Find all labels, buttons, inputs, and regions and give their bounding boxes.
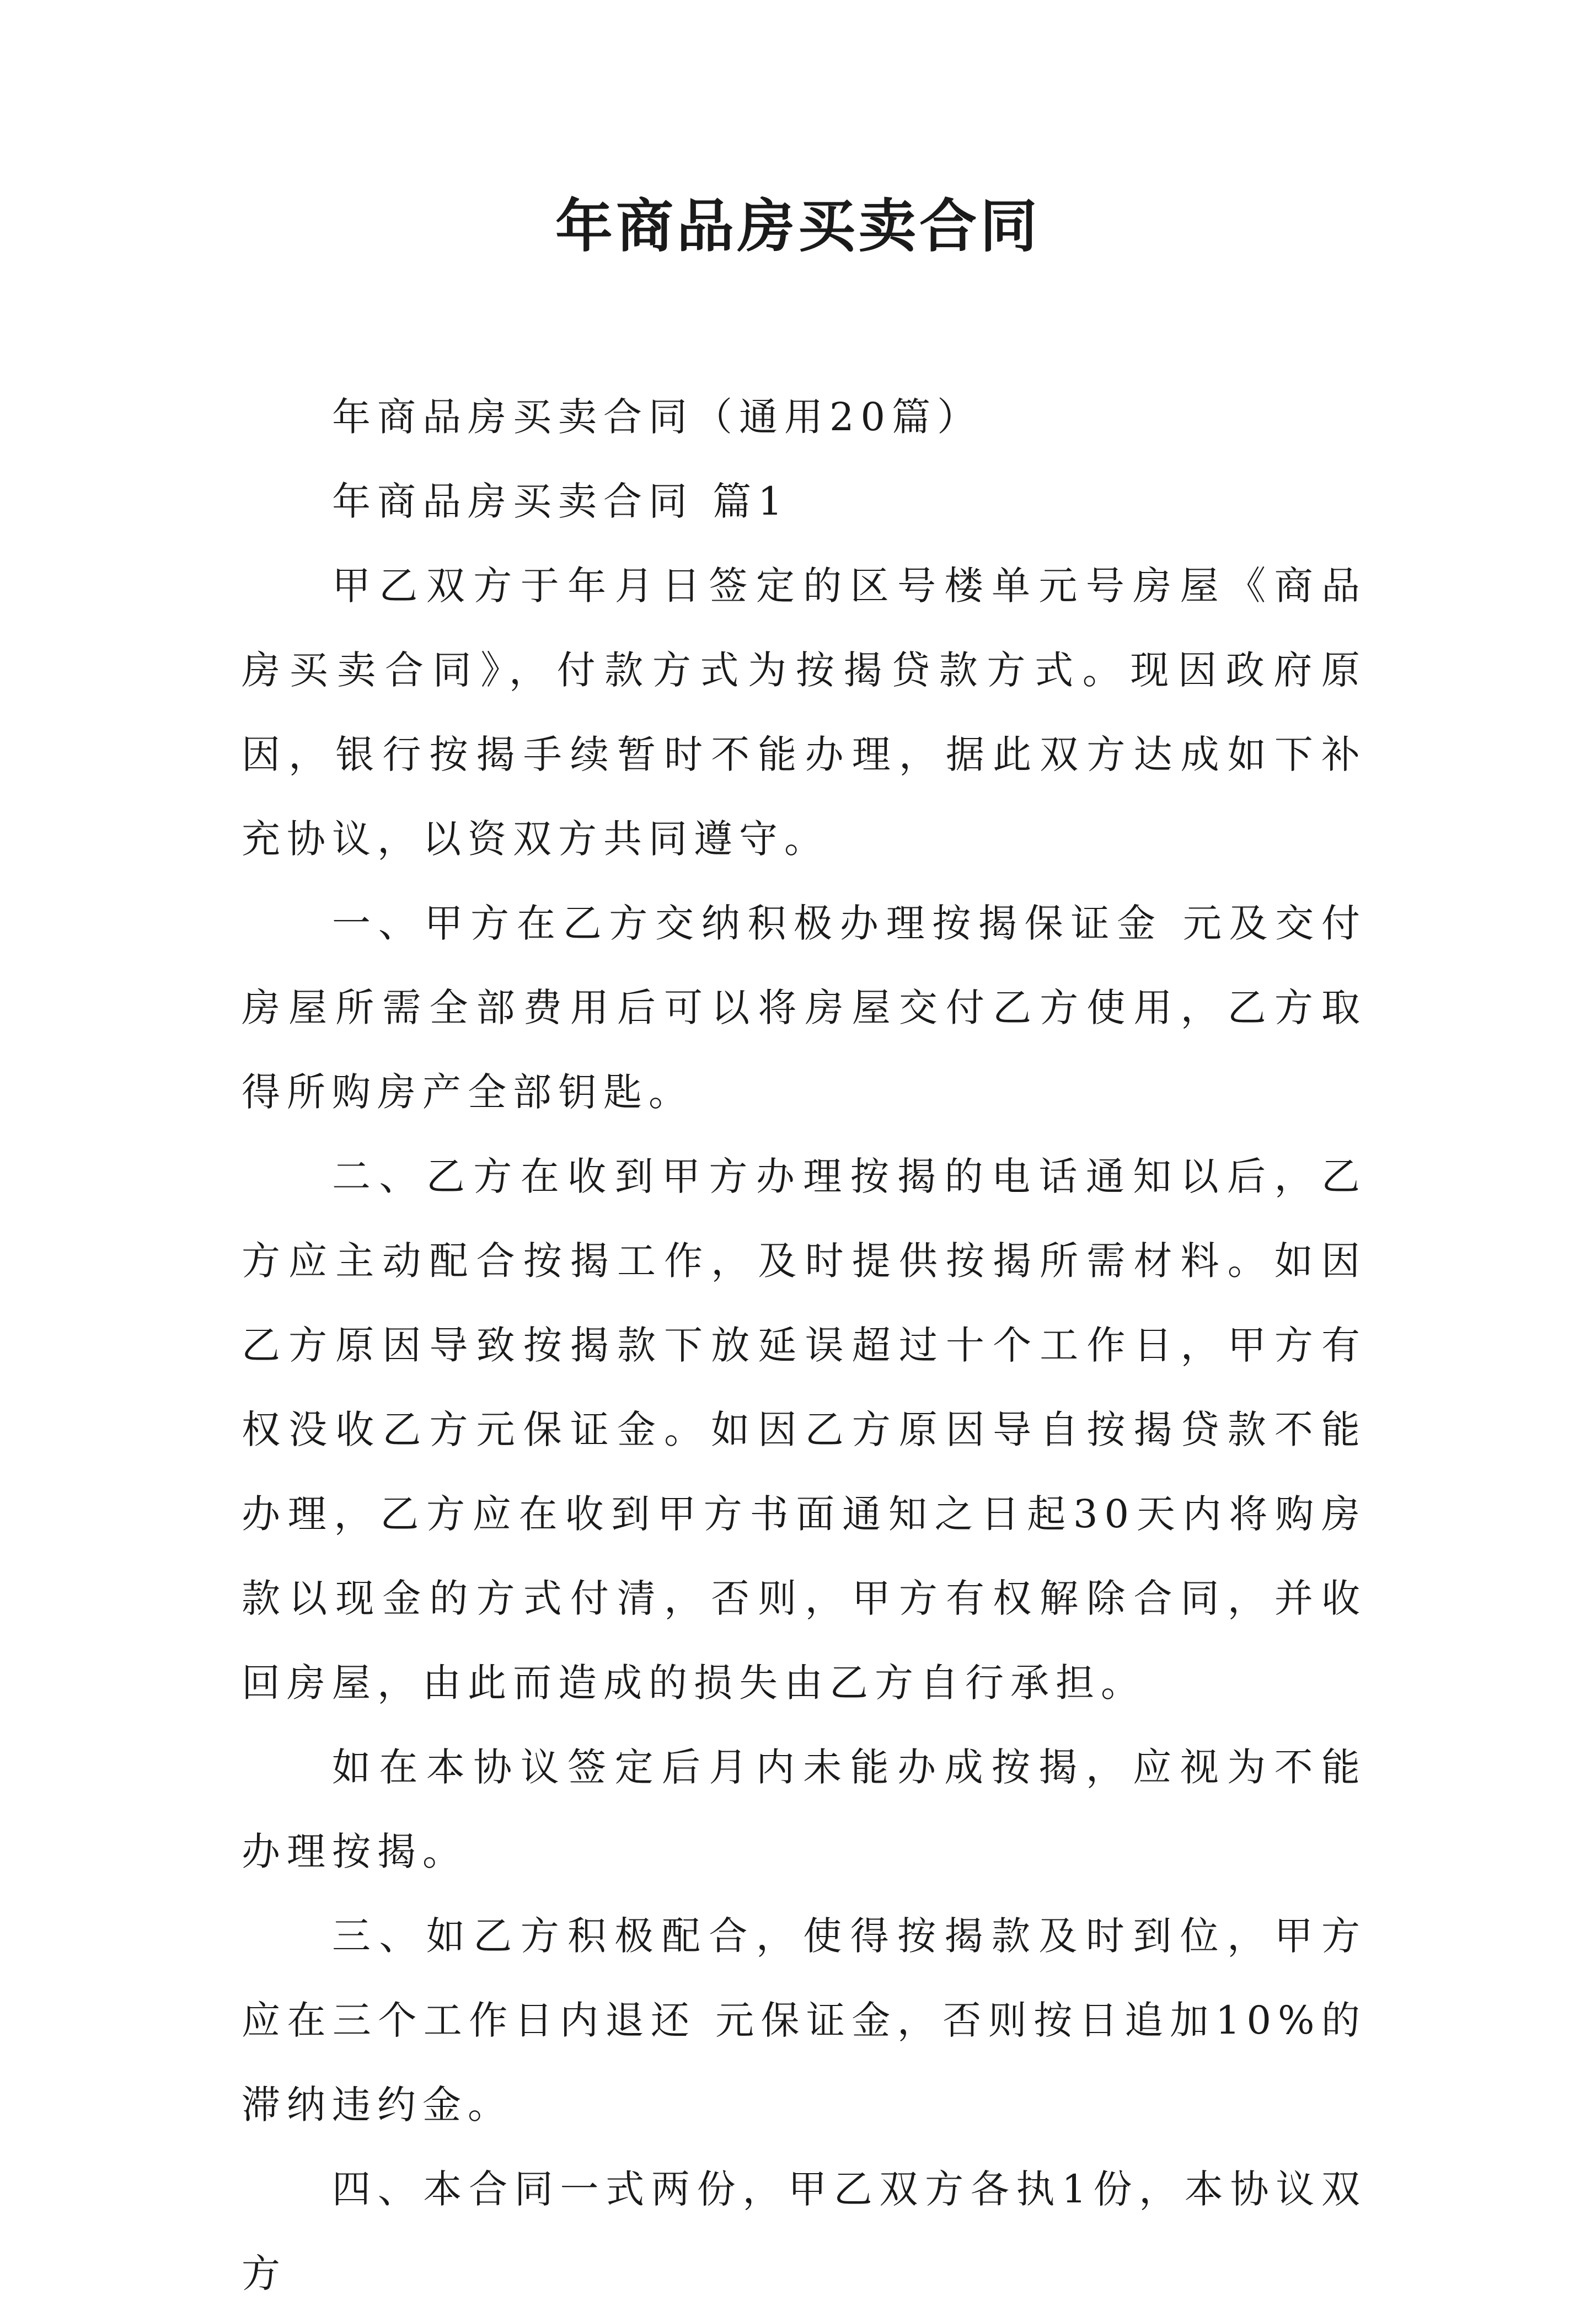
paragraph-clause-1: 一、甲方在乙方交纳积极办理按揭保证金 元及交付房屋所需全部费用后可以将房屋交付乙方使用，乙方取得所购房产全部钥匙。 (242, 901, 1367, 1115)
paragraph-subtitle: 年商品房买卖合同（通用20篇） (332, 394, 983, 440)
document-body (242, 375, 1367, 2316)
paragraph-intro: 甲乙双方于年月日签定的区号楼单元号房屋《商品房买卖合同》，付款方式为按揭贷款方式。现因政府原因，银行按揭手续暂时不能办理，据此双方达成如下补充协议，以资双方共同遵守。 (242, 563, 1367, 862)
paragraph-clause-4: 四、本合同一式两份，甲乙双方各执1份，本协议双方 (242, 2167, 1367, 2296)
document-title: 年商品房买卖合同 (555, 192, 1041, 260)
paragraph-clause-2: 二、乙方在收到甲方办理按揭的电话通知以后，乙方应主动配合按揭工作，及时提供按揭所需材料。如因乙方原因导致按揭款下放延误超过十个工作日，甲方有权没收乙方元保证金。如因乙方原因导自按揭贷款不能办理，乙方应在收到甲方书面通知之日起30天内将购房款以现金的方式付清，否则，甲方有权解除合同，并收回房屋，由此而造成的损失由乙方自行承担。 (242, 1154, 1367, 1705)
paragraph-clause-2-note: 如在本协议签定后月内未能办成按揭，应视为不能办理按揭。 (242, 1745, 1367, 1874)
paragraph-section-heading: 年商品房买卖合同 篇1 (332, 479, 789, 524)
paragraph-clause-3: 三、如乙方积极配合，使得按揭款及时到位，甲方应在三个工作日内退还 元保证金，否则按日追加10%的滞纳违约金。 (242, 1913, 1367, 2127)
